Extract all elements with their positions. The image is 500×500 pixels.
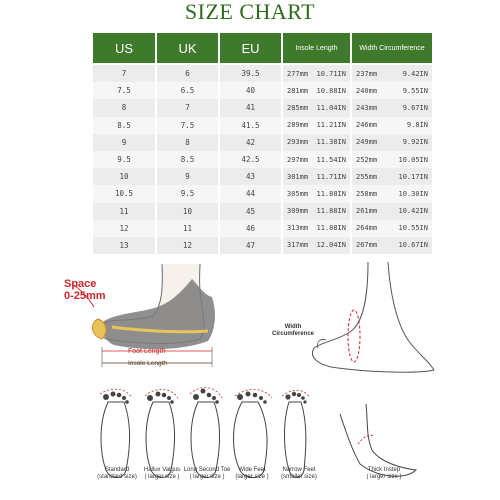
- insole-in: 11.71IN: [316, 172, 346, 181]
- cell-insole-length: [283, 117, 350, 134]
- cell-eu: 42: [220, 134, 281, 151]
- table-row: [93, 185, 432, 202]
- table-row: [93, 151, 432, 168]
- width-mm: 237mm: [356, 69, 378, 78]
- width-in: 10.05IN: [398, 155, 428, 164]
- table-row: [93, 65, 432, 82]
- cell-us: 9: [93, 134, 155, 151]
- cell-us: 7: [93, 65, 155, 82]
- cell-insole-length: [283, 237, 350, 254]
- insole-mm: 313mm: [287, 224, 309, 233]
- cell-insole-length: [283, 82, 350, 99]
- cell-insole-length: [283, 65, 350, 82]
- insole-mm: 277mm: [287, 69, 309, 78]
- table-row: [93, 82, 432, 99]
- cell-us: 10.5: [93, 185, 155, 202]
- foot-type-name: Thick Instep: [367, 467, 401, 473]
- cell-uk: 11: [157, 220, 218, 237]
- cell-us: 10: [93, 168, 155, 185]
- cell-us: 8: [93, 99, 155, 116]
- cell-width-circumference: [352, 82, 432, 99]
- foot-type-name: Narrow Feet: [282, 467, 316, 473]
- cell-eu: 47: [220, 237, 281, 254]
- cell-insole-length: [283, 168, 350, 185]
- table-row: [93, 168, 432, 185]
- cell-eu: 41.5: [220, 117, 281, 134]
- cell-uk: 10: [157, 203, 218, 220]
- insole-in: 11.38IN: [316, 138, 346, 147]
- insole-mm: 317mm: [287, 241, 309, 250]
- table-row: [93, 117, 432, 134]
- width-in: 9.42IN: [402, 69, 428, 78]
- header-insole-length: Insole Length: [283, 33, 350, 63]
- foot-type-size: (smaller size): [281, 474, 317, 480]
- width-in: 10.42IN: [398, 207, 428, 216]
- cell-uk: 6: [157, 65, 218, 82]
- foot-type-name: Hallux Valgus: [143, 467, 181, 473]
- width-title: Width: [284, 324, 302, 330]
- width-in: 10.67IN: [398, 241, 428, 250]
- insole-in: 10.71IN: [316, 69, 346, 78]
- foot-type-size: (standard size): [97, 474, 137, 480]
- cell-width-circumference: [352, 134, 432, 151]
- cell-uk: 6.5: [157, 82, 218, 99]
- foot-type-caption: [264, 467, 334, 481]
- space-title: Space: [64, 278, 97, 290]
- table-row: [93, 237, 432, 254]
- cell-insole-length: [283, 134, 350, 151]
- foot-length-label: Foot Length: [128, 348, 166, 355]
- cell-eu: 40: [220, 82, 281, 99]
- width-circumference-label: [272, 324, 314, 338]
- space-label: [64, 278, 106, 302]
- width-mm: 246mm: [356, 121, 378, 130]
- insole-in: 10.88IN: [316, 86, 346, 95]
- insole-in: 11.88IN: [316, 189, 346, 198]
- table-row: [93, 220, 432, 237]
- insole-mm: 293mm: [287, 138, 309, 147]
- insole-mm: 289mm: [287, 121, 309, 130]
- width-in: 10.17IN: [398, 172, 428, 181]
- insole-in: 11.88IN: [316, 224, 346, 233]
- cell-width-circumference: [352, 237, 432, 254]
- circumference-title: Circumference: [272, 331, 315, 337]
- foot-type-size: ( larger size ): [144, 474, 180, 480]
- insole-mm: 285mm: [287, 103, 309, 112]
- foot-type-name: Long Second Toe: [183, 467, 231, 473]
- cell-uk: 7: [157, 99, 218, 116]
- cell-eu: 39.5: [220, 65, 281, 82]
- width-mm: 243mm: [356, 103, 378, 112]
- width-mm: 264mm: [356, 224, 378, 233]
- cell-us: 8.5: [93, 117, 155, 134]
- insole-mm: 297mm: [287, 155, 309, 164]
- cell-width-circumference: [352, 65, 432, 82]
- cell-us: 12: [93, 220, 155, 237]
- cell-uk: 12: [157, 237, 218, 254]
- insole-in: 11.04IN: [316, 103, 346, 112]
- insole-mm: 301mm: [287, 172, 309, 181]
- width-mm: 249mm: [356, 138, 378, 147]
- cell-us: 13: [93, 237, 155, 254]
- cell-eu: 43: [220, 168, 281, 185]
- insole-in: 11.54IN: [316, 155, 346, 164]
- insole-mm: 281mm: [287, 86, 309, 95]
- cell-eu: 44: [220, 185, 281, 202]
- cell-uk: 7.5: [157, 117, 218, 134]
- cell-insole-length: [283, 185, 350, 202]
- table-row: [93, 134, 432, 151]
- cell-width-circumference: [352, 117, 432, 134]
- width-in: 9.92IN: [402, 138, 428, 147]
- header-us: US: [93, 33, 155, 63]
- insole-in: 11.21IN: [316, 121, 346, 130]
- width-mm: 267mm: [356, 241, 378, 250]
- cell-width-circumference: [352, 185, 432, 202]
- table-row: [93, 99, 432, 116]
- chart-title: SIZE CHART: [184, 0, 316, 24]
- width-mm: 261mm: [356, 207, 378, 216]
- cell-insole-length: [283, 203, 350, 220]
- header-eu: EU: [220, 33, 281, 63]
- cell-uk: 9.5: [157, 185, 218, 202]
- foot-type-caption: [349, 467, 419, 481]
- cell-width-circumference: [352, 99, 432, 116]
- width-mm: 255mm: [356, 172, 378, 181]
- header-uk: UK: [157, 33, 218, 63]
- width-in: 10.30IN: [398, 189, 428, 198]
- cell-eu: 42.5: [220, 151, 281, 168]
- cell-insole-length: [283, 99, 350, 116]
- cell-insole-length: [283, 151, 350, 168]
- table-body: [93, 65, 432, 254]
- width-in: 9.67IN: [402, 103, 428, 112]
- foot-type-name: Wide Feet: [238, 467, 266, 473]
- insole-mm: 309mm: [287, 207, 309, 216]
- insole-in: 12.04IN: [316, 241, 346, 250]
- insole-in: 11.88IN: [316, 207, 346, 216]
- insole-length-label: Insole Length: [128, 360, 168, 367]
- cell-us: 9.5: [93, 151, 155, 168]
- foot-type-size: (larger size ): [235, 474, 269, 480]
- foot-type-name: Standard: [104, 467, 130, 473]
- width-in: 9.8IN: [406, 121, 428, 130]
- width-mm: 258mm: [356, 189, 378, 198]
- cell-eu: 41: [220, 99, 281, 116]
- cell-us: 7.5: [93, 82, 155, 99]
- foot-type-size: ( larger size ): [189, 474, 225, 480]
- width-circumference-diagram: [258, 262, 448, 382]
- cell-width-circumference: [352, 151, 432, 168]
- width-mm: 240mm: [356, 86, 378, 95]
- space-value: 0-25mm: [64, 290, 106, 302]
- cell-uk: 8: [157, 134, 218, 151]
- width-in: 9.55IN: [402, 86, 428, 95]
- cell-us: 11: [93, 203, 155, 220]
- cell-eu: 46: [220, 220, 281, 237]
- header-width-circumference: Width Circumference: [352, 33, 432, 63]
- cell-width-circumference: [352, 220, 432, 237]
- cell-width-circumference: [352, 168, 432, 185]
- foot-type-size: ( larger size ): [366, 474, 402, 480]
- cell-uk: 8.5: [157, 151, 218, 168]
- cell-width-circumference: [352, 203, 432, 220]
- cell-uk: 9: [157, 168, 218, 185]
- insole-mm: 305mm: [287, 189, 309, 198]
- table-header: [93, 33, 432, 63]
- width-in: 10.55IN: [398, 224, 428, 233]
- cell-eu: 45: [220, 203, 281, 220]
- table-row: [93, 203, 432, 220]
- width-mm: 252mm: [356, 155, 378, 164]
- size-table: [93, 33, 432, 254]
- cell-insole-length: [283, 220, 350, 237]
